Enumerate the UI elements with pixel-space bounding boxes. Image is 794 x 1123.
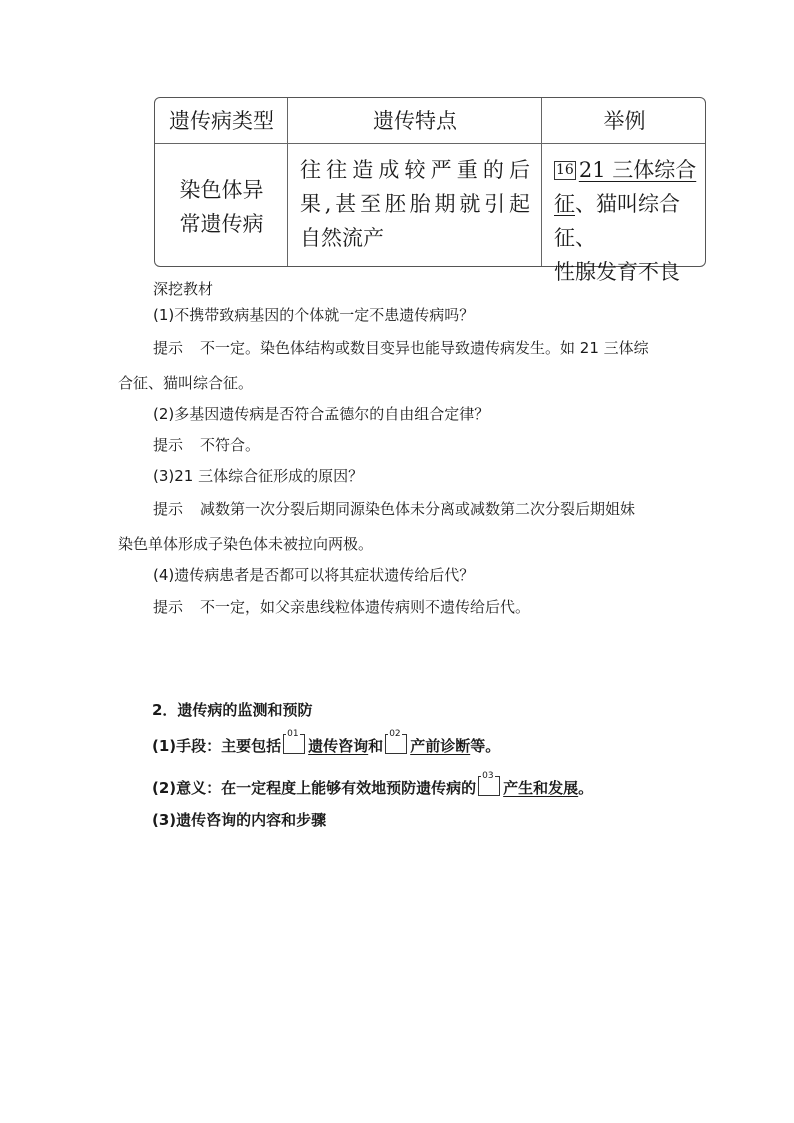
means-text: (1)手段：主要包括: [152, 737, 282, 755]
example-text: 、猫叫综合征、: [554, 192, 680, 250]
blank-marker-01: [283, 729, 305, 754]
feature-line: 果,甚至胚胎期就引起: [300, 192, 530, 216]
example-line: [554, 187, 697, 255]
hint-label: 提示: [153, 500, 184, 518]
section-title: 深挖教材: [153, 280, 214, 298]
answer-2: [153, 435, 260, 455]
question-3: (3)21 三体综合征形成的原因？: [153, 467, 364, 485]
answer-3: [153, 499, 635, 519]
answer-text: 不符合。: [200, 436, 261, 454]
question-2: (2)多基因遗传病是否符合孟德尔的自由组合定律？: [153, 405, 490, 423]
cell-feature: [288, 153, 542, 255]
example-line: [554, 153, 697, 187]
answer-prenatal-diagnosis: 产前诊断: [410, 737, 471, 755]
section-heading: 2．遗传病的监测和预防: [152, 701, 313, 719]
answer-3-cont: 染色单体形成子染色体未被拉向两极。: [118, 535, 374, 553]
hint-label: 提示: [153, 436, 184, 454]
genetic-disease-table: [154, 97, 706, 284]
means-text: 和: [368, 737, 384, 755]
marker-number: 03: [482, 771, 494, 781]
question-4: (4)遗传病患者是否都可以将其症状遗传给后代？: [153, 566, 475, 584]
blank-marker-02: [385, 729, 407, 754]
example-underlined: 21 三体综合: [578, 158, 697, 182]
marker-number: 01: [287, 729, 299, 739]
feature-line: 往往造成较严重的后: [300, 158, 530, 182]
example-underlined: 征: [554, 192, 575, 216]
counseling-steps-line: (3)遗传咨询的内容和步骤: [152, 811, 327, 829]
significance-line: [152, 771, 594, 798]
significance-text: (2)意义：在一定程度上能够有效地预防遗传病的: [152, 779, 477, 797]
question-1: (1)不携带致病基因的个体就一定不患遗传病吗？: [153, 306, 475, 324]
answer-1: [153, 338, 649, 358]
example-line: 性腺发育不良: [554, 260, 680, 284]
hint-label: 提示: [153, 339, 184, 357]
type-line: 染色体异: [179, 177, 264, 202]
answer-text: 不一定。染色体结构或数目变异也能导致遗传病发生。如 21 三体综: [200, 339, 649, 357]
header-feature: 遗传特点: [373, 109, 457, 133]
hint-label: 提示: [153, 598, 184, 616]
header-example: 举例: [603, 109, 646, 133]
answer-genetic-counseling: 遗传咨询: [308, 737, 369, 755]
answer-1-cont: 合征、猫叫综合征。: [118, 374, 254, 392]
header-type: 遗传病类型: [169, 109, 274, 133]
cell-disease-type: [155, 145, 288, 268]
answer-4: [153, 597, 530, 617]
answer-occurrence-development: 产生和发展: [503, 779, 579, 797]
answer-text: 减数第一次分裂后期同源染色体未分离或减数第二次分裂后期姐妹: [200, 500, 636, 518]
answer-number-marker: 16: [556, 162, 574, 178]
answer-text: 不一定，如父亲患线粒体遗传病则不遗传给后代。: [200, 598, 531, 616]
feature-line: 自然流产: [300, 226, 384, 250]
means-line: [152, 729, 501, 756]
marker-number: 02: [389, 729, 401, 739]
cell-example: [542, 153, 707, 289]
type-line: 常遗传病: [179, 211, 264, 236]
means-text: 等。: [470, 737, 501, 755]
blank-marker-03: [478, 771, 500, 796]
significance-text: 。: [578, 779, 594, 797]
